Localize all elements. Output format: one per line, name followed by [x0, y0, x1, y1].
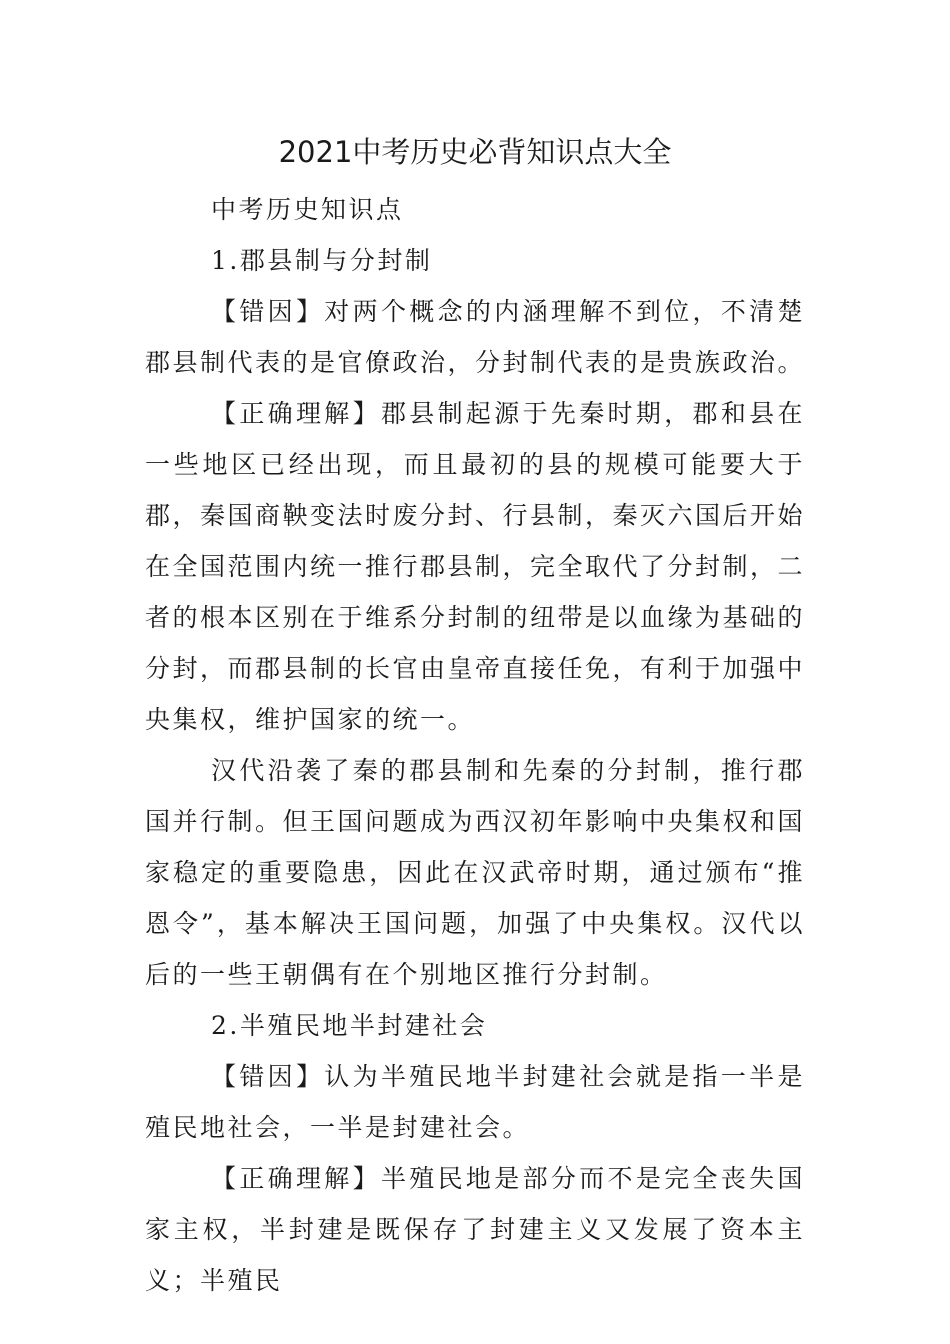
paragraph-2-2: 【正确理解】半殖民地是部分而不是完全丧失国家主权，半封建是既保存了封建主义又发展了资本主义；半殖民 — [145, 1164, 805, 1295]
paragraph-1-1: 【错因】对两个概念的内涵理解不到位，不清楚郡县制代表的是官僚政治，分封制代表的是贵族政治。 — [145, 297, 806, 377]
paragraph-1-3: 汉代沿袭了秦的郡县制和先秦的分封制，推行郡国并行制。但王国问题成为西汉初年影响中央集权和国家稳定的重要隐患，因此在汉武帝时期，通过颁布“推恩令”，基本解决王国问题，加强了中央集权。汉代以后的一些王朝偶有在个别地区推行分封制。 — [145, 756, 806, 989]
document-title: 2021中考历史必背知识点大全 — [278, 135, 672, 169]
paragraph-2-1: 【错因】认为半殖民地半封建社会就是指一半是殖民地社会，一半是封建社会。 — [145, 1062, 805, 1142]
document-subtitle: 中考历史知识点 — [211, 195, 404, 224]
section-heading-2: 2.半殖民地半封建社会 — [211, 1011, 488, 1040]
section-heading-1: 1.郡县制与分封制 — [211, 246, 433, 275]
document-page — [145, 120, 805, 1306]
paragraph-1-2: 【正确理解】郡县制起源于先秦时期，郡和县在一些地区已经出现，而且最初的县的规模可能要大于郡，秦国商鞅变法时废分封、行县制，秦灭六国后开始在全国范围内统一推行郡县制，完全取代了分封制，二者的根本区别在于维系分封制的纽带是以血缘为基础的分封，而郡县制的长官由皇帝直接任免，有利于加强中央集权，维护国家的统一。 — [145, 399, 806, 734]
